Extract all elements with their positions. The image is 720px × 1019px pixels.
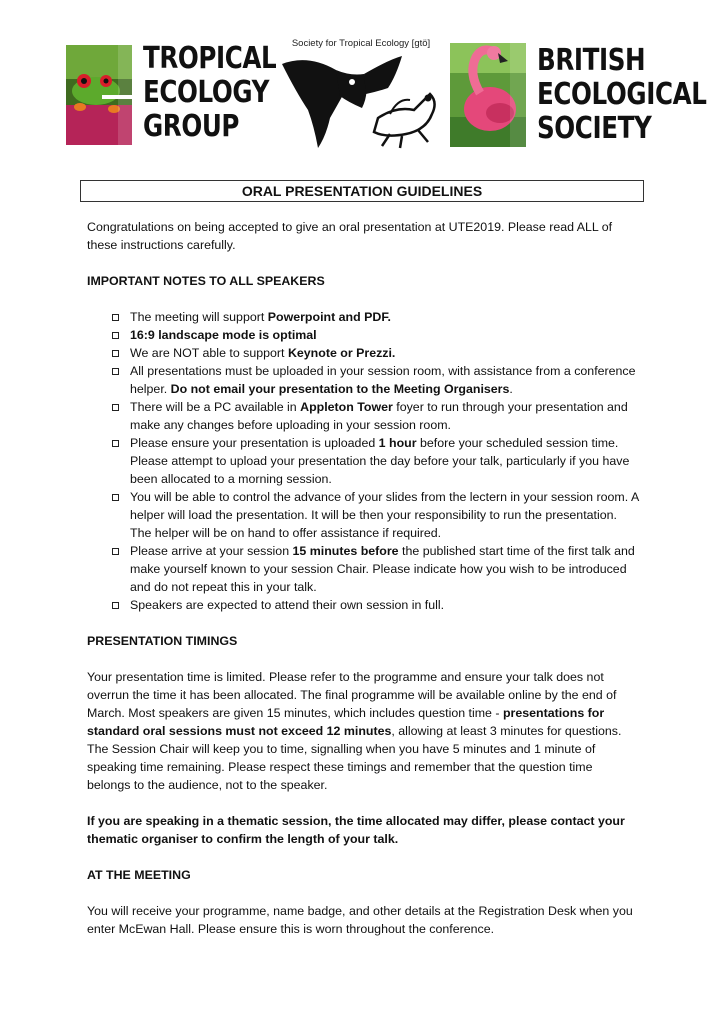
bat-and-frog-illustration-icon (278, 52, 444, 150)
important-notes-heading: IMPORTANT NOTES TO ALL SPEAKERS (87, 274, 325, 288)
logo-left-line-3: GROUP (143, 109, 240, 144)
list-item: The meeting will support Powerpoint and PDF. (87, 308, 639, 326)
presentation-timings-heading: PRESENTATION TIMINGS (87, 634, 238, 648)
list-item: Please ensure your presentation is uploaded 1 hour before your scheduled session time. Please attempt to upload your presentation the day before your talk, particularly if you have been allocated to a morning session. (87, 434, 639, 488)
meeting-paragraph: You will receive your programme, name badge, and other details at the Registration Desk when you enter McEwan Hall. Please ensure this is worn throughout the conference. (87, 904, 633, 936)
flamingo-icon (450, 43, 526, 147)
gto-logo (278, 52, 444, 150)
gto-caption: Society for Tropical Ecology [gtö] (291, 38, 431, 49)
list-item: Please arrive at your session 15 minutes before the published start time of the first talk and make yourself known to your session Chair. Please indicate how you wish to be introduced and do not repeat this in your talk. (87, 542, 639, 596)
list-item: You will be able to control the advance of your slides from the lectern in your session room. A helper will load the presentation. It will be then your responsibility to run the presentation. The helper will be on hand to offer assistance if required. (87, 488, 639, 542)
british-ecological-society-logo (450, 43, 526, 147)
list-item: There will be a PC available in Appleton Tower foyer to run through your presentation and make any changes before uploading in your session room. (87, 398, 639, 434)
checkbox-bullet-icon (112, 548, 119, 555)
checkbox-bullet-icon (112, 602, 119, 609)
checkbox-bullet-icon (112, 332, 119, 339)
list-item: All presentations must be uploaded in your session room, with assistance from a conference helper. Do not email your presentation to the Meeting Organisers. (87, 362, 639, 398)
list-item: We are NOT able to support Keynote or Prezzi. (87, 344, 639, 362)
at-the-meeting-heading: AT THE MEETING (87, 868, 191, 882)
logo-banner (0, 0, 720, 165)
important-notes-list (87, 308, 639, 614)
list-item: 16:9 landscape mode is optimal (87, 326, 639, 344)
checkbox-bullet-icon (112, 368, 119, 375)
logo-left-line-2: ECOLOGY (143, 75, 270, 110)
tropical-ecology-group-logo (66, 45, 132, 145)
checkbox-bullet-icon (112, 494, 119, 501)
logo-right-line-1: BRITISH (537, 43, 646, 78)
logo-right-line-2: ECOLOGICAL (537, 77, 707, 112)
checkbox-bullet-icon (112, 350, 119, 357)
document-body (87, 218, 639, 938)
logo-left-line-1: TROPICAL (143, 41, 277, 76)
document-title: ORAL PRESENTATION GUIDELINES (80, 180, 644, 202)
list-item: Speakers are expected to attend their own session in full. (87, 596, 639, 614)
thematic-session-note: If you are speaking in a thematic session, the time allocated may differ, please contact your thematic organiser to confirm the length of your talk. (87, 814, 625, 846)
intro-paragraph: Congratulations on being accepted to give an oral presentation at UTE2019. Please read ALL of these instructions carefully. (87, 220, 613, 252)
timings-paragraph: Your presentation time is limited. Please refer to the programme and ensure your talk does not overrun the time it has been allocated. The final programme will be available online by the end of March. Most speakers are given 15 minutes, which includes question time - presentations for standard oral sessions must not exceed 12 minutes, allowing at least 3 minutes for questions. The Session Chair will keep you to time, signalling when you have 5 minutes and 1 minute of speaking time remaining. Please respect these timings and remember that the question time belongs to the audience, not to the speaker. (87, 670, 622, 792)
tropical-ecology-group-wordmark (143, 42, 276, 144)
checkbox-bullet-icon (112, 314, 119, 321)
british-ecological-society-wordmark (537, 44, 706, 146)
logo-right-line-3: SOCIETY (537, 111, 652, 146)
checkbox-bullet-icon (112, 404, 119, 411)
checkbox-bullet-icon (112, 440, 119, 447)
red-eyed-tree-frog-icon (66, 45, 132, 145)
